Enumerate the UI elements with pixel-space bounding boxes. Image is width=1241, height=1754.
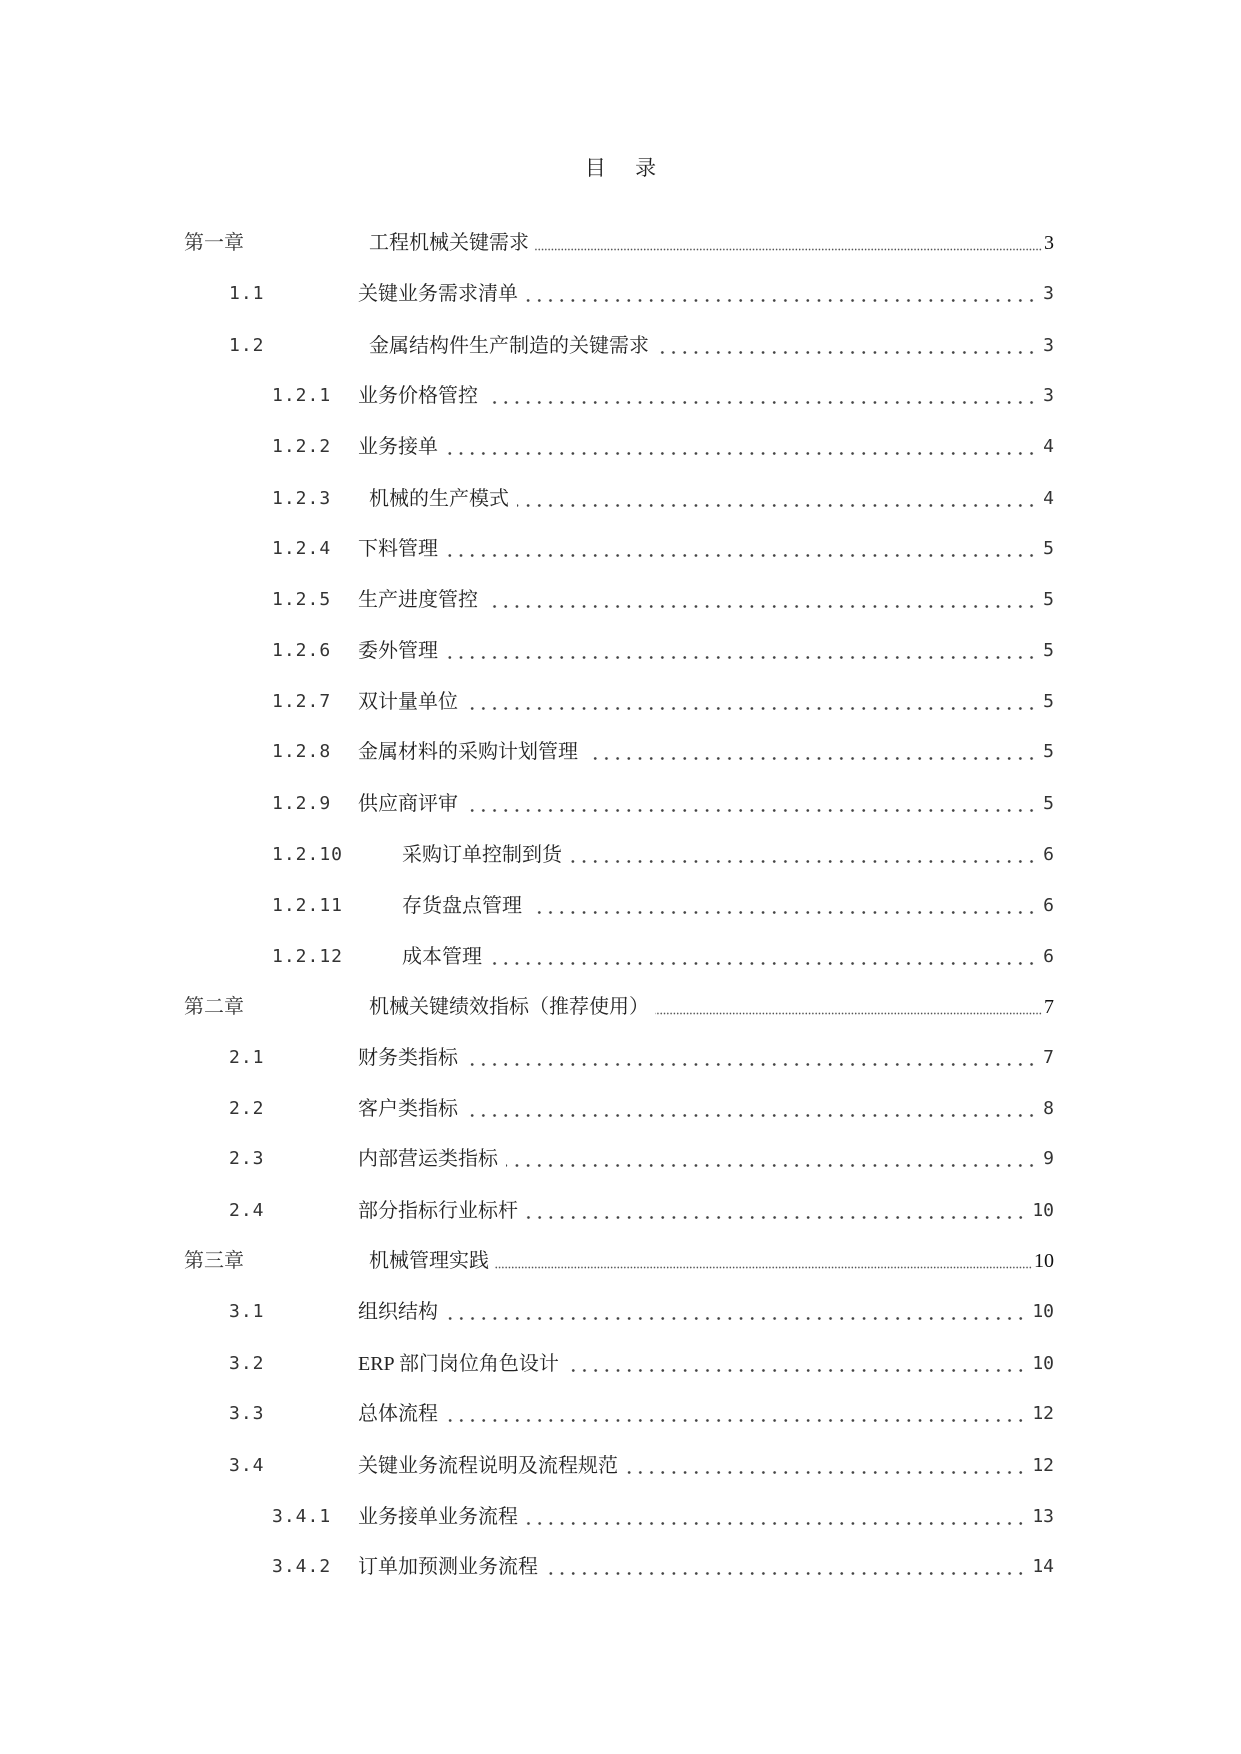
toc-entry-title: 机械的生产模式 bbox=[369, 488, 509, 510]
dot-leader bbox=[466, 707, 1037, 710]
toc-entry-title: 机械管理实践 bbox=[369, 1250, 489, 1272]
toc-entry-body bbox=[358, 1097, 1054, 1121]
toc-entry-title: 总体流程 bbox=[358, 1403, 438, 1425]
dot-leader bbox=[567, 1369, 1026, 1372]
dot-leader bbox=[526, 299, 1037, 302]
toc-chapter-entry bbox=[0, 1249, 1241, 1273]
toc-entry-title: 供应商评审 bbox=[358, 793, 458, 815]
toc-subsection-entry bbox=[0, 639, 1241, 663]
toc-entry-body bbox=[369, 995, 1054, 1019]
toc-entry-page: 6 bbox=[1043, 946, 1054, 967]
toc-entry-title: ERP 部门岗位角色设计 bbox=[358, 1353, 559, 1375]
dot-leader bbox=[446, 1317, 1026, 1320]
toc-entry-number: 第三章 bbox=[184, 1250, 244, 1272]
toc-section-entry bbox=[0, 1402, 1241, 1426]
toc-subsection-entry bbox=[0, 690, 1241, 714]
toc-entry-number: 2.2 bbox=[229, 1098, 265, 1119]
toc-entry-page: 8 bbox=[1043, 1098, 1054, 1119]
toc-entry-page: 12 bbox=[1032, 1403, 1054, 1424]
toc-entry-page: 10 bbox=[1032, 1301, 1054, 1322]
toc-entry-body bbox=[358, 1454, 1054, 1478]
toc-entry-page: 5 bbox=[1043, 640, 1054, 661]
toc-section-entry bbox=[0, 1046, 1241, 1070]
toc-entry-page: 3 bbox=[1043, 385, 1054, 406]
toc-subsection-entry bbox=[0, 384, 1241, 408]
dot-leader bbox=[570, 860, 1037, 863]
toc-entry-title: 内部营运类指标 bbox=[358, 1148, 498, 1170]
toc-entry-body bbox=[358, 1555, 1054, 1579]
dot-leader bbox=[446, 554, 1037, 557]
toc-entry-page: 9 bbox=[1043, 1148, 1054, 1169]
toc-section-entry bbox=[0, 1199, 1241, 1223]
toc-entry-body bbox=[358, 1147, 1054, 1171]
dot-leader bbox=[517, 504, 1037, 507]
toc-entry-body bbox=[369, 231, 1054, 255]
toc-entry-body bbox=[358, 690, 1054, 714]
toc-entry-title: 下料管理 bbox=[358, 538, 438, 560]
toc-entry-number: 1.2.3 bbox=[272, 488, 332, 509]
toc-entry-title: 双计量单位 bbox=[358, 691, 458, 713]
toc-entry-page: 5 bbox=[1043, 589, 1054, 610]
toc-entry-page: 14 bbox=[1032, 1556, 1054, 1577]
toc-entry-page: 10 bbox=[1032, 1353, 1054, 1374]
toc-entry-body bbox=[358, 1352, 1054, 1376]
toc-entry-number: 1.2.10 bbox=[272, 844, 344, 865]
dot-leader bbox=[526, 1216, 1026, 1219]
toc-entry-page: 3 bbox=[1044, 232, 1054, 254]
toc-entry-number: 1.2 bbox=[229, 335, 265, 356]
dot-leader bbox=[446, 452, 1037, 455]
toc-entry-body bbox=[402, 843, 1054, 867]
toc-section-entry bbox=[0, 1300, 1241, 1324]
toc-entry-title: 订单加预测业务流程 bbox=[358, 1556, 538, 1578]
toc-chapter-entry bbox=[0, 995, 1241, 1019]
toc-entry-title: 机械关键绩效指标（推荐使用） bbox=[369, 996, 649, 1018]
toc-entry-title: 业务价格管控 bbox=[358, 385, 478, 407]
dot-leader bbox=[486, 605, 1037, 608]
dot-leader bbox=[495, 1266, 1032, 1269]
toc-entry-number: 1.2.5 bbox=[272, 589, 332, 610]
toc-subsection-entry bbox=[0, 792, 1241, 816]
toc-entry-number: 1.2.2 bbox=[272, 436, 332, 457]
dot-leader bbox=[657, 351, 1037, 354]
dot-leader bbox=[446, 656, 1037, 659]
toc-entry-body bbox=[358, 740, 1054, 764]
toc-entry-page: 5 bbox=[1043, 691, 1054, 712]
toc-entry-number: 1.2.11 bbox=[272, 895, 344, 916]
dot-leader bbox=[466, 1114, 1037, 1117]
toc-entry-page: 4 bbox=[1043, 436, 1054, 457]
toc-entry-body bbox=[358, 588, 1054, 612]
dot-leader bbox=[530, 911, 1037, 914]
toc-entry-number: 2.4 bbox=[229, 1200, 265, 1221]
dot-leader bbox=[446, 1419, 1026, 1422]
toc-subsection-entry bbox=[0, 894, 1241, 918]
toc-entry-number: 2.3 bbox=[229, 1148, 265, 1169]
toc-entry-number: 1.2.6 bbox=[272, 640, 332, 661]
toc-entry-number: 1.2.9 bbox=[272, 793, 332, 814]
toc-section-entry bbox=[0, 1454, 1241, 1478]
toc-entry-body bbox=[358, 537, 1054, 561]
dot-leader bbox=[466, 1063, 1037, 1066]
toc-entry-page: 4 bbox=[1043, 488, 1054, 509]
toc-entry-number: 3.4.1 bbox=[272, 1506, 332, 1527]
toc-entry-number: 第二章 bbox=[184, 996, 244, 1018]
toc-section-entry bbox=[0, 1097, 1241, 1121]
toc-entry-number: 1.2.7 bbox=[272, 691, 332, 712]
toc-entry-body bbox=[369, 487, 1054, 511]
toc-subsection-entry bbox=[0, 537, 1241, 561]
toc-entry-title: 工程机械关键需求 bbox=[369, 232, 529, 254]
toc-chapter-entry bbox=[0, 231, 1241, 255]
dot-leader bbox=[506, 1164, 1037, 1167]
toc-entry-body bbox=[402, 945, 1054, 969]
toc-entry-number: 3.4 bbox=[229, 1455, 265, 1476]
toc-entry-title: 存货盘点管理 bbox=[402, 895, 522, 917]
toc-entry-title: 关键业务流程说明及流程规范 bbox=[358, 1455, 618, 1477]
toc-entry-body bbox=[358, 792, 1054, 816]
toc-subsection-entry bbox=[0, 1505, 1241, 1529]
toc-section-entry bbox=[0, 1352, 1241, 1376]
toc-subsection-entry bbox=[0, 945, 1241, 969]
toc-entry-title: 部分指标行业标杆 bbox=[358, 1200, 518, 1222]
toc-entry-number: 1.2.8 bbox=[272, 741, 332, 762]
toc-entry-title: 业务接单 bbox=[358, 436, 438, 458]
toc-entry-title: 关键业务需求清单 bbox=[358, 283, 518, 305]
toc-entry-title: 金属结构件生产制造的关键需求 bbox=[369, 335, 649, 357]
toc-entry-number: 3.4.2 bbox=[272, 1556, 332, 1577]
toc-entry-body bbox=[358, 1402, 1054, 1426]
dot-leader bbox=[535, 248, 1042, 251]
toc-entry-number: 3.2 bbox=[229, 1353, 265, 1374]
dot-leader bbox=[526, 1522, 1026, 1525]
dot-leader bbox=[546, 1572, 1026, 1575]
toc-subsection-entry bbox=[0, 843, 1241, 867]
toc-entry-page: 6 bbox=[1043, 844, 1054, 865]
toc-subsection-entry bbox=[0, 1555, 1241, 1579]
toc-section-entry bbox=[0, 282, 1241, 306]
toc-section-entry bbox=[0, 1147, 1241, 1171]
toc-entry-page: 10 bbox=[1032, 1200, 1054, 1221]
toc-entry-title: 成本管理 bbox=[402, 946, 482, 968]
toc-entry-page: 6 bbox=[1043, 895, 1054, 916]
toc-heading: 目 录 bbox=[584, 156, 669, 180]
toc-entry-page: 5 bbox=[1043, 741, 1054, 762]
dot-leader bbox=[586, 757, 1037, 760]
toc-entry-page: 13 bbox=[1032, 1506, 1054, 1527]
toc-section-entry bbox=[0, 334, 1241, 358]
toc-entry-body bbox=[369, 334, 1054, 358]
toc-entry-body bbox=[402, 894, 1054, 918]
toc-subsection-entry bbox=[0, 487, 1241, 511]
toc-entry-page: 7 bbox=[1043, 1047, 1054, 1068]
toc-entry-body bbox=[369, 1249, 1054, 1273]
toc-entry-number: 2.1 bbox=[229, 1047, 265, 1068]
toc-entry-page: 5 bbox=[1043, 538, 1054, 559]
toc-entry-title: 客户类指标 bbox=[358, 1098, 458, 1120]
toc-entry-body bbox=[358, 282, 1054, 306]
toc-entry-number: 1.2.4 bbox=[272, 538, 332, 559]
toc-entry-title: 财务类指标 bbox=[358, 1047, 458, 1069]
toc-subsection-entry bbox=[0, 435, 1241, 459]
toc-subsection-entry bbox=[0, 588, 1241, 612]
toc-entry-number: 第一章 bbox=[184, 232, 244, 254]
toc-entry-page: 5 bbox=[1043, 793, 1054, 814]
toc-entry-page: 3 bbox=[1043, 335, 1054, 356]
toc-entry-page: 3 bbox=[1043, 283, 1054, 304]
dot-leader bbox=[490, 962, 1037, 965]
toc-entry-page: 10 bbox=[1034, 1250, 1054, 1272]
toc-entry-body bbox=[358, 1300, 1054, 1324]
dot-leader bbox=[486, 401, 1037, 404]
toc-subsection-entry bbox=[0, 740, 1241, 764]
toc-entry-title: 采购订单控制到货 bbox=[402, 844, 562, 866]
toc-entry-number: 1.2.1 bbox=[272, 385, 332, 406]
toc-entry-page: 12 bbox=[1032, 1455, 1054, 1476]
toc-entry-body bbox=[358, 1046, 1054, 1070]
toc-entry-body bbox=[358, 1199, 1054, 1223]
toc-entry-title: 业务接单业务流程 bbox=[358, 1506, 518, 1528]
toc-entry-page: 7 bbox=[1044, 996, 1054, 1018]
toc-entry-body bbox=[358, 1505, 1054, 1529]
toc-entry-body bbox=[358, 435, 1054, 459]
toc-entry-body bbox=[358, 384, 1054, 408]
dot-leader bbox=[466, 809, 1037, 812]
toc-entry-number: 3.3 bbox=[229, 1403, 265, 1424]
toc-entry-title: 生产进度管控 bbox=[358, 589, 478, 611]
toc-entry-number: 1.1 bbox=[229, 283, 265, 304]
toc-entry-title: 金属材料的采购计划管理 bbox=[358, 741, 578, 763]
dot-leader bbox=[655, 1012, 1042, 1015]
toc-entry-title: 委外管理 bbox=[358, 640, 438, 662]
dot-leader bbox=[626, 1471, 1026, 1474]
toc-entry-number: 3.1 bbox=[229, 1301, 265, 1322]
toc-entry-number: 1.2.12 bbox=[272, 946, 344, 967]
toc-entry-title: 组织结构 bbox=[358, 1301, 438, 1323]
toc-entry-body bbox=[358, 639, 1054, 663]
